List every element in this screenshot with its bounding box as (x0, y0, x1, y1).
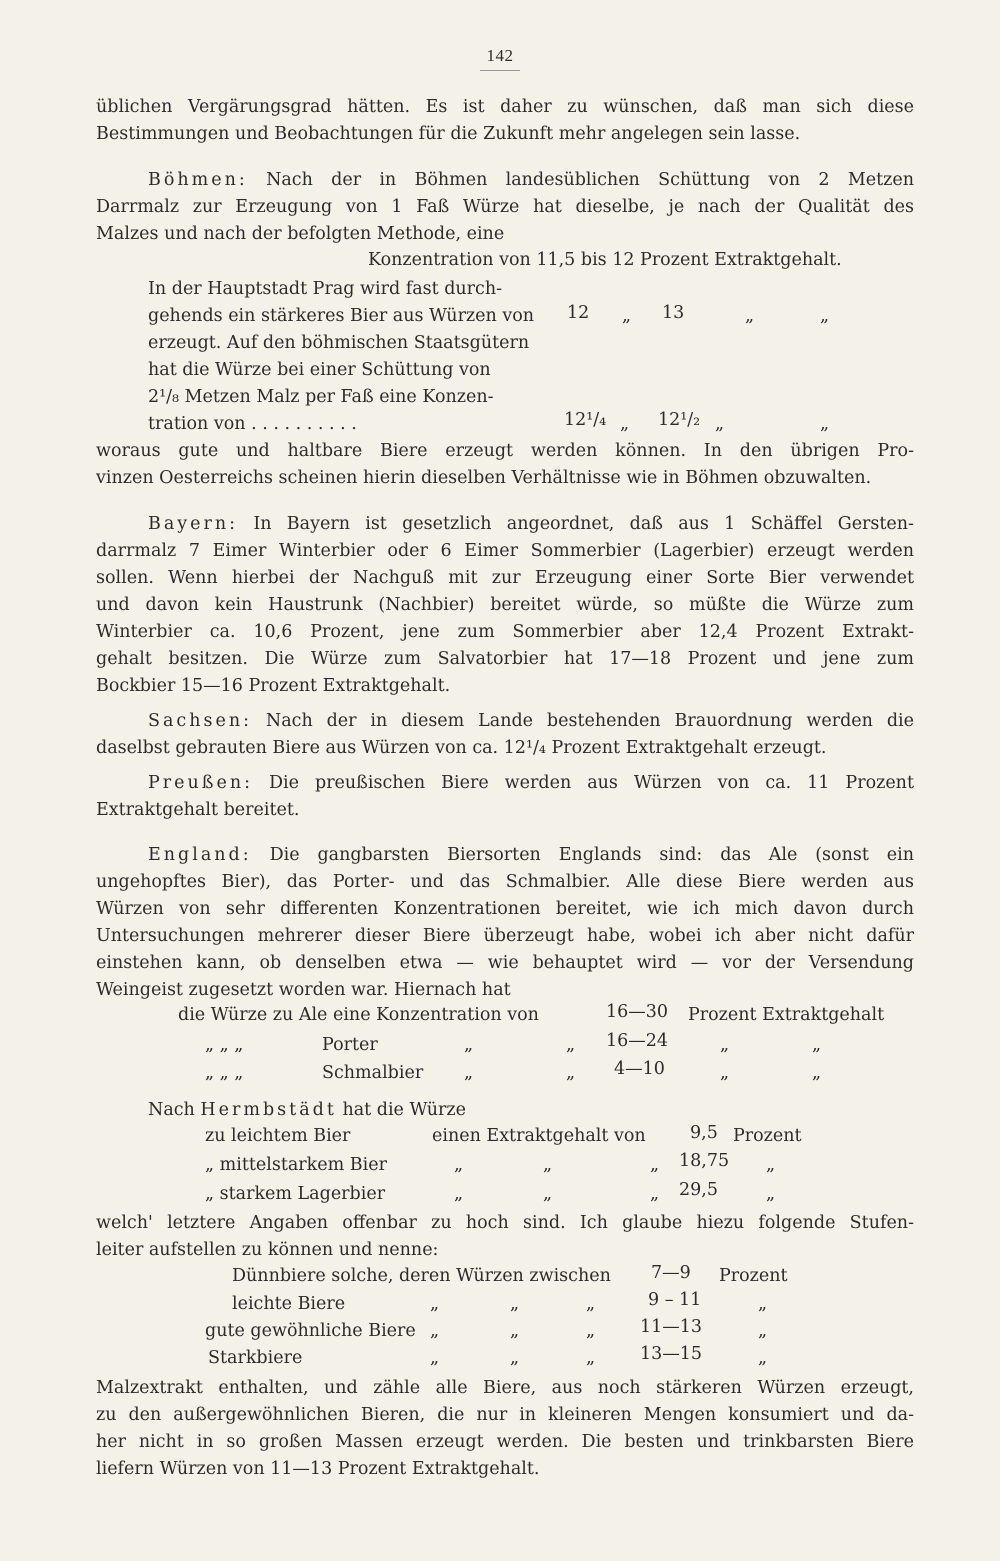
table-value: 11—13 (640, 1317, 703, 1337)
hermbstaedt-line (148, 1100, 466, 1120)
section-bayern-line (148, 514, 914, 534)
ditto-mark: „ „ „ (205, 1063, 244, 1083)
text-span: Die preußischen Biere werden aus Würzen von ca. 11 Prozent (269, 773, 914, 793)
ditto-mark: „ (454, 1155, 464, 1175)
section-label-boehmen: Böhmen: (148, 170, 248, 190)
text-line: daselbst gebrauten Biere aus Würzen von ca. 12¹/₄ Prozent Extraktgehalt erzeugt. (96, 738, 827, 758)
table-cell: Starkbiere (208, 1348, 303, 1368)
text-line: einstehen kann, ob denselben etwa — wie behauptet wird — vor der Versendung (96, 953, 914, 973)
text-line: zu den außergewöhnlichen Bieren, die nur in kleineren Mengen konsumiert und da- (96, 1405, 914, 1425)
table-cell: Prozent (719, 1266, 788, 1286)
ditto-mark: „ (430, 1348, 440, 1368)
text-line: gehends ein stärkeres Bier aus Würzen von (148, 306, 535, 326)
text-span: Die gangbarsten Biersorten Englands sind: das Ale (sonst ein (269, 845, 914, 865)
text-line: Würzen von sehr differenten Konzentrationen bereitet, wie ich mich davon durch (96, 899, 914, 919)
text-line: erzeugt. Auf den böhmischen Staatsgütern (148, 333, 530, 353)
table-value: 12¹/₂ (658, 410, 701, 430)
ditto-mark: „ (812, 1063, 822, 1083)
ditto-mark: „ (430, 1294, 440, 1314)
table-value: 29,5 (679, 1180, 718, 1200)
ditto-mark: „ (464, 1063, 474, 1083)
table-value: 12 (567, 303, 590, 323)
ditto-mark: „ „ „ (205, 1035, 244, 1055)
section-england-line (148, 845, 914, 865)
ditto-mark: „ (454, 1184, 464, 1204)
page-number: 142 (0, 46, 1000, 71)
text-line: Extraktgehalt bereitet. (96, 800, 300, 820)
ditto-mark: „ (622, 306, 632, 326)
text-line: sollen. Wenn hierbei der Nachguß mit zur Erzeugung einer Sorte Bier verwendet (96, 568, 914, 588)
ditto-mark: „ (758, 1294, 768, 1314)
author-name: Hermbstädt (200, 1100, 337, 1120)
ditto-mark: „ (720, 1063, 730, 1083)
section-boehmen-line (148, 170, 914, 190)
ditto-mark: „ (720, 1035, 730, 1055)
text-span: In Bayern ist gesetzlich angeordnet, daß aus 1 Schäffel Gersten- (253, 514, 914, 534)
table-cell: „ mittelstarkem Bier (205, 1155, 387, 1175)
text-line: und davon kein Haustrunk (Nachbier) bereitet würde, so müßte die Würze zum (96, 595, 914, 615)
ditto-mark: „ (650, 1184, 660, 1204)
text-line: gehalt besitzen. Die Würze zum Salvatorbier hat 17—18 Prozent und jene zum (96, 649, 914, 669)
ditto-mark: „ (758, 1321, 768, 1341)
table-cell: einen Extraktgehalt von (432, 1126, 646, 1146)
section-preussen-line (148, 773, 914, 793)
ditto-mark: „ (766, 1184, 776, 1204)
text-line: Weingeist zugesetzt worden war. Hiernach hat (96, 980, 511, 1000)
text-line: Untersuchungen mehrerer dieser Biere überzeugt habe, wobei ich aber nicht dafür (96, 926, 914, 946)
ditto-mark: „ (566, 1063, 576, 1083)
text-span: hat die Würze (342, 1100, 466, 1120)
ditto-mark: „ (620, 414, 630, 434)
ditto-mark: „ (464, 1035, 474, 1055)
section-sachsen-line (148, 711, 914, 731)
table-cell: Prozent (733, 1126, 802, 1146)
text-line: tration von . . . . . . . . . . (148, 414, 357, 434)
text-span: Nach (148, 1100, 195, 1120)
text-line: darrmalz 7 Eimer Winterbier oder 6 Eimer Sommerbier (Lagerbier) erzeugt werden (96, 541, 914, 561)
table-cell: Porter (322, 1035, 378, 1055)
table-value: 9,5 (690, 1123, 718, 1143)
text-line: Darrmalz zur Erzeugung von 1 Faß Würze hat dieselbe, je nach der Qualität des (96, 197, 914, 217)
ditto-mark: „ (430, 1321, 440, 1341)
text-line: Winterbier ca. 10,6 Prozent, jene zum Sommerbier aber 12,4 Prozent Extrakt- (96, 622, 914, 642)
text-line: leiter aufstellen zu können und nenne: (96, 1240, 439, 1260)
ditto-mark: „ (758, 1348, 768, 1368)
table-cell: gute gewöhnliche Biere (205, 1321, 416, 1341)
text-span: Nach der in diesem Lande bestehenden Brauordnung werden die (265, 711, 914, 731)
table-value: 13—15 (640, 1344, 703, 1364)
text-line: 2¹/₈ Metzen Malz per Faß eine Konzen- (148, 387, 494, 407)
ditto-mark: „ (510, 1348, 520, 1368)
ditto-mark: „ (543, 1155, 553, 1175)
text-line: liefern Würzen von 11—13 Prozent Extraktgehalt. (96, 1459, 540, 1479)
table-value: 9 – 11 (648, 1290, 702, 1310)
text-line: üblichen Vergärungsgrad hätten. Es ist daher zu wünschen, daß man sich diese (96, 97, 914, 117)
text-line: Konzentration von 11,5 bis 12 Prozent Extraktgehalt. (368, 250, 842, 270)
table-cell: die Würze zu Ale eine Konzentration von (178, 1005, 539, 1025)
ditto-mark: „ (820, 414, 830, 434)
table-cell: leichte Biere (232, 1294, 346, 1314)
section-label-preussen: Preußen: (148, 773, 253, 793)
text-line: hat die Würze bei einer Schüttung von (148, 360, 491, 380)
text-line: Bestimmungen und Beobachtungen für die Zukunft mehr angelegen sein lasse. (96, 124, 801, 144)
ditto-mark: „ (586, 1294, 596, 1314)
ditto-mark: „ (812, 1035, 822, 1055)
table-value: 16—30 (606, 1002, 669, 1022)
ditto-mark: „ (715, 414, 725, 434)
ditto-mark: „ (586, 1348, 596, 1368)
ditto-mark: „ (586, 1321, 596, 1341)
text-line: welch' letztere Angaben offenbar zu hoch sind. Ich glaube hiezu folgende Stufen- (96, 1213, 914, 1233)
table-value: 7—9 (651, 1263, 691, 1283)
table-value: 18,75 (679, 1151, 730, 1171)
text-line: Malzes und nach der befolgten Methode, eine (96, 224, 505, 244)
table-cell: zu leichtem Bier (205, 1126, 351, 1146)
section-label-england: England: (148, 845, 252, 865)
ditto-mark: „ (566, 1035, 576, 1055)
text-line: ungehopftes Bier), das Porter- und das Schmalbier. Alle diese Biere werden aus (96, 872, 914, 892)
table-value: 4—10 (614, 1059, 665, 1079)
text-line: In der Hauptstadt Prag wird fast durch- (148, 279, 503, 299)
section-label-bayern: Bayern: (148, 514, 239, 534)
table-value: 13 (662, 303, 685, 323)
table-value: 16—24 (606, 1031, 669, 1051)
table-cell: Dünnbiere solche, deren Würzen zwischen (232, 1266, 611, 1286)
table-cell: Prozent Extraktgehalt (688, 1005, 885, 1025)
table-cell: „ starkem Lagerbier (205, 1184, 386, 1204)
text-line: woraus gute und haltbare Biere erzeugt werden können. In den übrigen Pro- (96, 441, 914, 461)
ditto-mark: „ (543, 1184, 553, 1204)
text-line: Bockbier 15—16 Prozent Extraktgehalt. (96, 676, 451, 696)
ditto-mark: „ (510, 1321, 520, 1341)
text-line: Malzextrakt enthalten, und zähle alle Biere, aus noch stärkeren Würzen erzeugt, (96, 1378, 914, 1398)
ditto-mark: „ (745, 306, 755, 326)
text-line: her nicht in so großen Massen erzeugt werden. Die besten und trinkbarsten Biere (96, 1432, 914, 1452)
ditto-mark: „ (650, 1155, 660, 1175)
ditto-mark: „ (766, 1155, 776, 1175)
text-line: vinzen Oesterreichs scheinen hierin dieselben Verhältnisse wie in Böhmen obzuwalten. (96, 468, 872, 488)
text-span: Nach der in Böhmen landesüblichen Schüttung von 2 Metzen (266, 170, 914, 190)
table-value: 12¹/₄ (564, 410, 607, 430)
table-cell: Schmalbier (322, 1063, 424, 1083)
ditto-mark: „ (820, 306, 830, 326)
ditto-mark: „ (510, 1294, 520, 1314)
section-label-sachsen: Sachsen: (148, 711, 252, 731)
